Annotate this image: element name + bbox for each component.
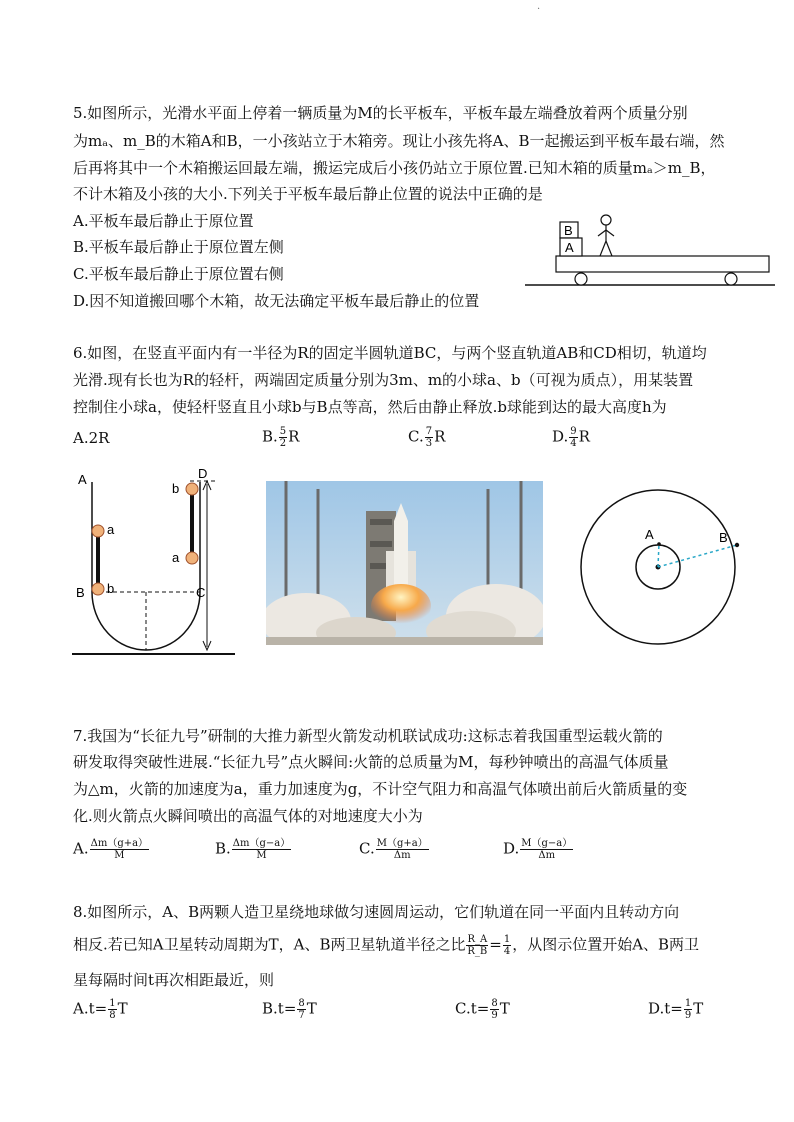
q6-label-C: C <box>196 585 206 600</box>
q7-line-3: 为△m，火箭的加速度为a，重力加速度为g，不计空气阻力和高温气体喷出前后火箭质量的变 <box>73 780 688 798</box>
q6-line-2: 光滑.现有长也为R的轻杆，两端固定质量分别为3m、m的小球a、b（可视为质点），用某装置 <box>73 371 694 389</box>
q5-line-3: 后再将其中一个木箱搬运回最左端，搬运完成后小孩仍站立于原位置.已知木箱的质量mₐ＞m_B， <box>73 159 716 177</box>
q5-option-a: A.平板车最后静止于原位置 <box>73 212 254 230</box>
q6-option-c: C. $\frac{7}{3}$ R <box>408 426 446 449</box>
q6-label-a2: a <box>172 550 180 565</box>
header-mark: · <box>537 4 541 15</box>
q7-option-a: A. $\frac{\Delta m(g+a)}{M}$ <box>73 838 149 861</box>
q8-option-a: A.t= $\frac{1}{8}$ T <box>73 998 128 1021</box>
q8-orbit-label-A: A <box>645 527 654 542</box>
q7-option-d: D. $\frac{M(g-a)}{\Delta m}$ <box>503 838 573 861</box>
q5-option-b: B.平板车最后静止于原位置左侧 <box>73 238 284 256</box>
q7-line-2: 研发取得突破性进展.“长征九号”点火瞬间:火箭的总质量为M，每秒钟喷出的高温气体质量 <box>73 753 669 771</box>
q6-label-b1: b <box>107 581 115 596</box>
rocket-launch-photo <box>266 481 543 645</box>
q5-line-4: 不计木箱及小孩的大小.下列关于平板车最后静止位置的说法中正确的是 <box>73 185 543 203</box>
q5-cart-figure <box>520 205 780 295</box>
q5-line-1: 5.如图所示，光滑水平面上停着一辆质量为M的长平板车，平板车最左端叠放着两个质量分别 <box>73 104 688 122</box>
q8-orbit-figure <box>576 488 742 648</box>
q6-label-a1: a <box>107 522 115 537</box>
q6-line-1: 6.如图，在竖直平面内有一半径为R的固定半圆轨道BC，与两个竖直轨道AB和CD相切，轨道均 <box>73 344 707 362</box>
q8-line-3: 星每隔时间t再次相距最近，则 <box>73 971 275 989</box>
q5-box-a-label: A <box>565 240 574 255</box>
q6-option-b: B. $\frac{5}{2}$ R <box>262 426 300 449</box>
q5-option-c: C.平板车最后静止于原位置右侧 <box>73 265 284 283</box>
q5-line-2: 为mₐ、m_B的木箱A和B，一小孩站立于木箱旁。现让小孩先将A、B一起搬运到平板车最右端，然 <box>73 132 725 150</box>
q7-line-4: 化.则火箭点火瞬间喷出的高温气体的对地速度大小为 <box>73 807 423 825</box>
q5-box-b-label: B <box>564 223 573 238</box>
q6-label-D: D <box>198 466 208 481</box>
q6-label-B: B <box>76 585 85 600</box>
q6-label-b2: b <box>172 481 180 496</box>
q7-option-c: C. $\frac{M(g+a)}{\Delta m}$ <box>359 838 428 861</box>
q6-track-figure <box>70 462 240 662</box>
q8-orbit-label-B: B <box>719 530 728 545</box>
q6-label-A: A <box>78 472 87 487</box>
q5-option-d: D.因不知道搬回哪个木箱，故无法确定平板车最后静止的位置 <box>73 292 480 310</box>
q7-option-b: B. $\frac{\Delta m(g-a)}{M}$ <box>215 838 291 861</box>
q6-option-a: A.2R <box>73 429 110 447</box>
q8-option-c: C.t= $\frac{8}{9}$ T <box>455 998 510 1021</box>
q8-line-2: 相反.若已知A卫星转动周期为T，A、B两卫星轨道半径之比 $\frac{R\_A}{R\_B}$ = $\frac{1}{4}$ ，从图示位置开始A、B两卫 <box>73 934 700 957</box>
q8-option-b: B.t= $\frac{8}{7}$ T <box>262 998 317 1021</box>
q6-line-3: 控制住小球a，使轻杆竖直且小球b与B点等高，然后由静止释放.b球能到达的最大高度h为 <box>73 398 667 416</box>
q8-line-1: 8.如图所示，A、B两颗人造卫星绕地球做匀速圆周运动，它们轨道在同一平面内且转动方向 <box>73 903 680 921</box>
q8-option-d: D.t= $\frac{1}{9}$ T <box>648 998 704 1021</box>
q7-line-1: 7.我国为“长征九号”研制的大推力新型火箭发动机联试成功:这标志着我国重型运载火箭的 <box>73 727 663 745</box>
q6-option-d: D. $\frac{9}{4}$ R <box>552 426 590 449</box>
